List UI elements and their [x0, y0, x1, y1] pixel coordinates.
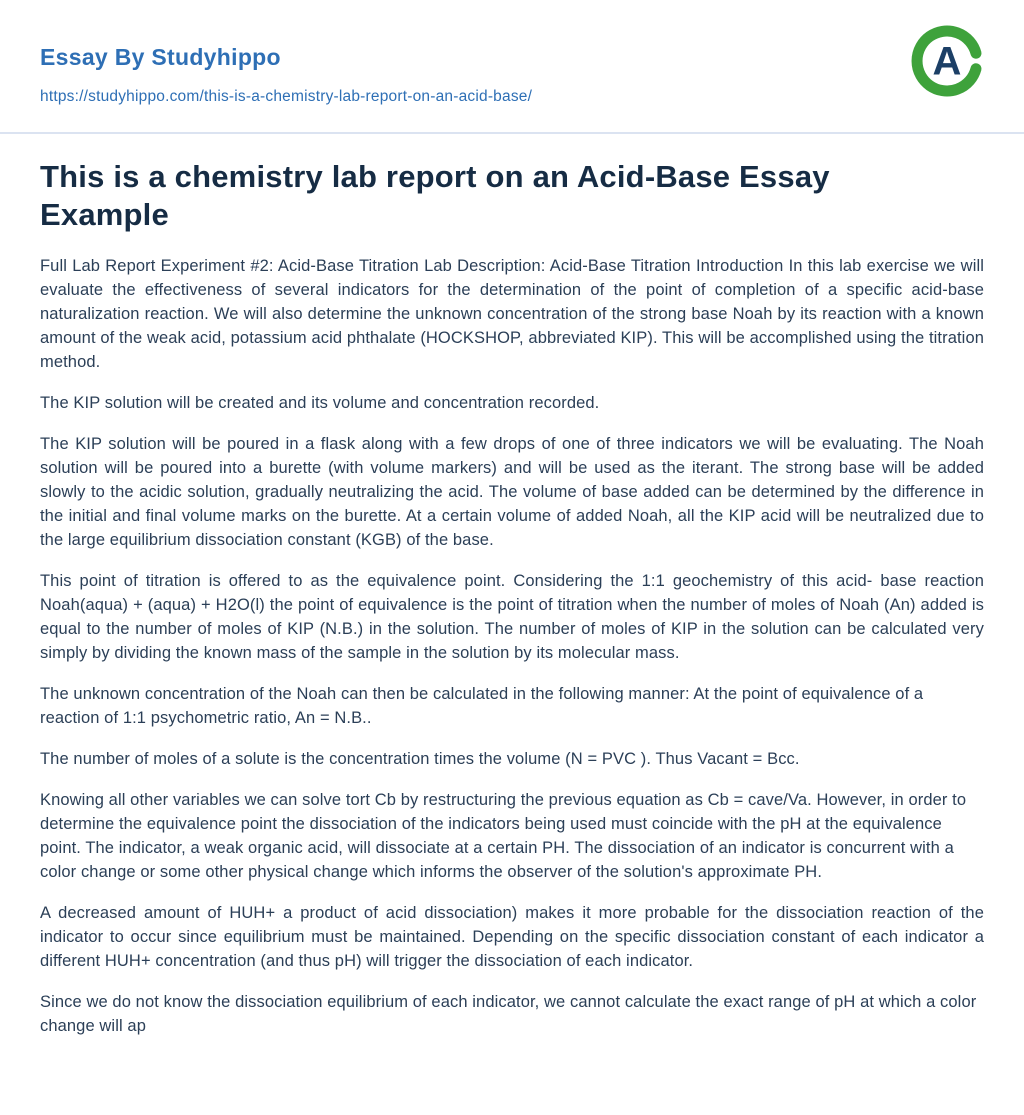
- paragraph: Since we do not know the dissociation equilibrium of each indicator, we cannot calculate the exact range of pH at which a color change will ap: [40, 993, 977, 1035]
- header-text-block: [40, 24, 532, 106]
- paragraph: The unknown concentration of the Noah can then be calculated in the following manner: At the point of equivalence of a reaction of 1:1 psychometric ratio, An = N.B..: [40, 685, 924, 727]
- studyhippo-logo: [910, 24, 984, 98]
- logo-ring-icon: [910, 24, 984, 98]
- paragraph: The number of moles of a solute is the concentration times the volume (N = PVC ). Thus Vacant = Bcc.: [40, 750, 800, 768]
- article: [0, 134, 1024, 1038]
- article-title: This is a chemistry lab report on an Acid-Base Essay Example: [40, 159, 830, 232]
- logo-letter: A: [932, 39, 962, 84]
- paragraph: This point of titration is offered to as the equivalence point. Considering the 1:1 geochemistry of this acid- base reaction Noah(aqua) + (aqua) + H2O(l) the point of equivalence is the point of titration when the number of moles of Noah (An) added is equal to the number of moles of KIP (N.B.) in the solution. The number of moles of KIP in the solution can be calculated very simply by dividing the known mass of the sample in the solution by its molecular mass.: [40, 572, 984, 662]
- paragraph: The KIP solution will be created and its volume and concentration recorded.: [40, 394, 600, 412]
- page-header: [0, 0, 1024, 106]
- paragraph: Knowing all other variables we can solve tort Cb by restructuring the previous equation as Cb = cave/Va. However, in order to determine the equivalence point the dissociation of the indicators being used must coincide with the pH at the equivalence point. The indicator, a weak organic acid, will dissociate at a certain PH. The dissociation of an indicator is concurrent with a color change or some other physical change which informs the observer of the solution's approximate PH.: [40, 791, 967, 881]
- paragraph: A decreased amount of HUH+ a product of acid dissociation) makes it more probable for the dissociation reaction of the indicator to occur since equilibrium must be maintained. Depending on the specific dissociation constant of each indicator a different HUH+ concentration (and thus pH) will trigger the dissociation of each indicator.: [40, 904, 984, 970]
- paragraph: Full Lab Report Experiment #2: Acid-Base Titration Lab Description: Acid-Base Titration Introduction In this lab exercise we will evaluate the effectiveness of several indicators for the determination of the point of completion of a specific acid-base naturalization reaction. We will also determine the unknown concentration of the strong base Noah by its reaction with a known amount of the weak acid, potassium acid phthalate (HOCKSHOP, abbreviated KIP). This will be accomplished using the titration method.: [40, 257, 984, 371]
- source-url-link[interactable]: https://studyhippo.com/this-is-a-chemistry-lab-report-on-an-acid-base/: [40, 88, 533, 105]
- paragraph: The KIP solution will be poured in a flask along with a few drops of one of three indicators we will be evaluating. The Noah solution will be poured into a burette (with volume markers) and will be used as the iterant. The strong base will be added slowly to the acidic solution, gradually neutralizing the acid. The volume of base added can be determined by the difference in the initial and final volume marks on the burette. At a certain volume of added Noah, all the KIP acid will be neutralized due to the large equilibrium dissociation constant (KGB) of the base.: [40, 435, 984, 549]
- site-title: Essay By Studyhippo: [40, 44, 281, 70]
